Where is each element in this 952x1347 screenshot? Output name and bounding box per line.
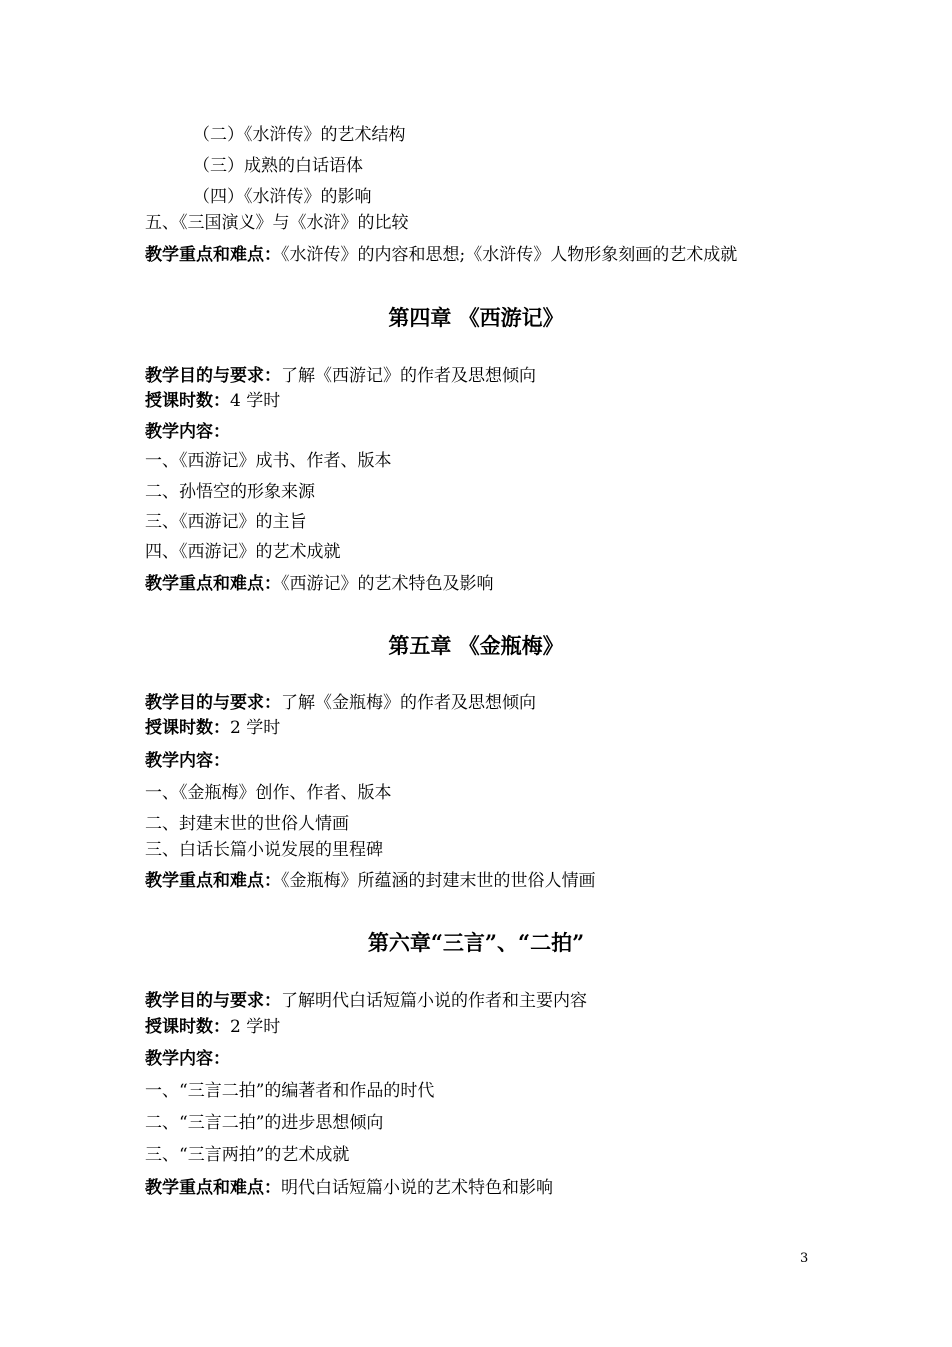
list-item: （四）《水浒传》的影响	[193, 187, 372, 207]
key-points-line	[145, 573, 494, 595]
content-heading: 教学内容：	[145, 751, 230, 771]
goal-label: 教学目的与要求：	[145, 991, 281, 1011]
hours-text: 4 学时	[230, 391, 281, 411]
goal-line	[145, 365, 536, 387]
chapter-title: 第四章 《西游记》	[388, 305, 564, 330]
content-heading: 教学内容：	[145, 1049, 230, 1069]
list-item: （二）《水浒传》的艺术结构	[193, 125, 406, 145]
hours-line	[145, 1016, 280, 1038]
key-points-label: 教学重点和难点：	[145, 1178, 281, 1198]
key-points-text: 《西游记》的艺术特色及影响	[281, 574, 494, 594]
chapter-title: 第五章 《金瓶梅》	[388, 633, 564, 658]
list-item: 三、《西游记》的主旨	[145, 512, 307, 532]
hours-label: 授课时数：	[145, 391, 230, 411]
key-points-label: 教学重点和难点：	[145, 245, 281, 265]
key-points-label: 教学重点和难点：	[145, 574, 281, 594]
list-item: 二、孙悟空的形象来源	[145, 482, 315, 502]
key-points-line	[145, 244, 737, 266]
list-item: （三）成熟的白话语体	[193, 156, 363, 176]
list-item: 一、“三言二拍”的编著者和作品的时代	[145, 1081, 435, 1101]
hours-label: 授课时数：	[145, 1017, 230, 1037]
page-number: 3	[800, 1251, 809, 1266]
key-points-text: 明代白话短篇小说的艺术特色和影响	[281, 1178, 553, 1198]
key-points-text: 《水浒传》的内容和思想;《水浒传》人物形象刻画的艺术成就	[281, 245, 738, 265]
list-item: 五、《三国演义》与《水浒》的比较	[145, 213, 409, 233]
goal-text: 了解《金瓶梅》的作者及思想倾向	[281, 693, 536, 713]
list-item: 二、“三言二拍”的进步思想倾向	[145, 1113, 384, 1133]
content-heading: 教学内容：	[145, 422, 230, 442]
key-points-label: 教学重点和难点：	[145, 871, 281, 891]
hours-label: 授课时数：	[145, 718, 230, 738]
list-item: 四、《西游记》的艺术成就	[145, 542, 341, 562]
hours-line	[145, 390, 280, 412]
hours-text: 2 学时	[230, 718, 281, 738]
hours-text: 2 学时	[230, 1017, 281, 1037]
goal-line	[145, 990, 587, 1012]
goal-line	[145, 692, 536, 714]
hours-line	[145, 717, 280, 739]
list-item: 一、《金瓶梅》创作、作者、版本	[145, 783, 392, 803]
chapter-title: 第六章“三言”、“二拍”	[367, 930, 585, 955]
goal-label: 教学目的与要求：	[145, 693, 281, 713]
goal-label: 教学目的与要求：	[145, 366, 281, 386]
list-item: 一、《西游记》成书、作者、版本	[145, 451, 392, 471]
list-item: 二、封建末世的世俗人情画	[145, 814, 349, 834]
list-item: 三、白话长篇小说发展的里程碑	[145, 840, 383, 860]
key-points-text: 《金瓶梅》所蕴涵的封建末世的世俗人情画	[281, 871, 596, 891]
key-points-line	[145, 1177, 553, 1199]
list-item: 三、“三言两拍”的艺术成就	[145, 1145, 350, 1165]
goal-text: 了解明代白话短篇小说的作者和主要内容	[281, 991, 587, 1011]
key-points-line	[145, 870, 596, 892]
goal-text: 了解《西游记》的作者及思想倾向	[281, 366, 536, 386]
